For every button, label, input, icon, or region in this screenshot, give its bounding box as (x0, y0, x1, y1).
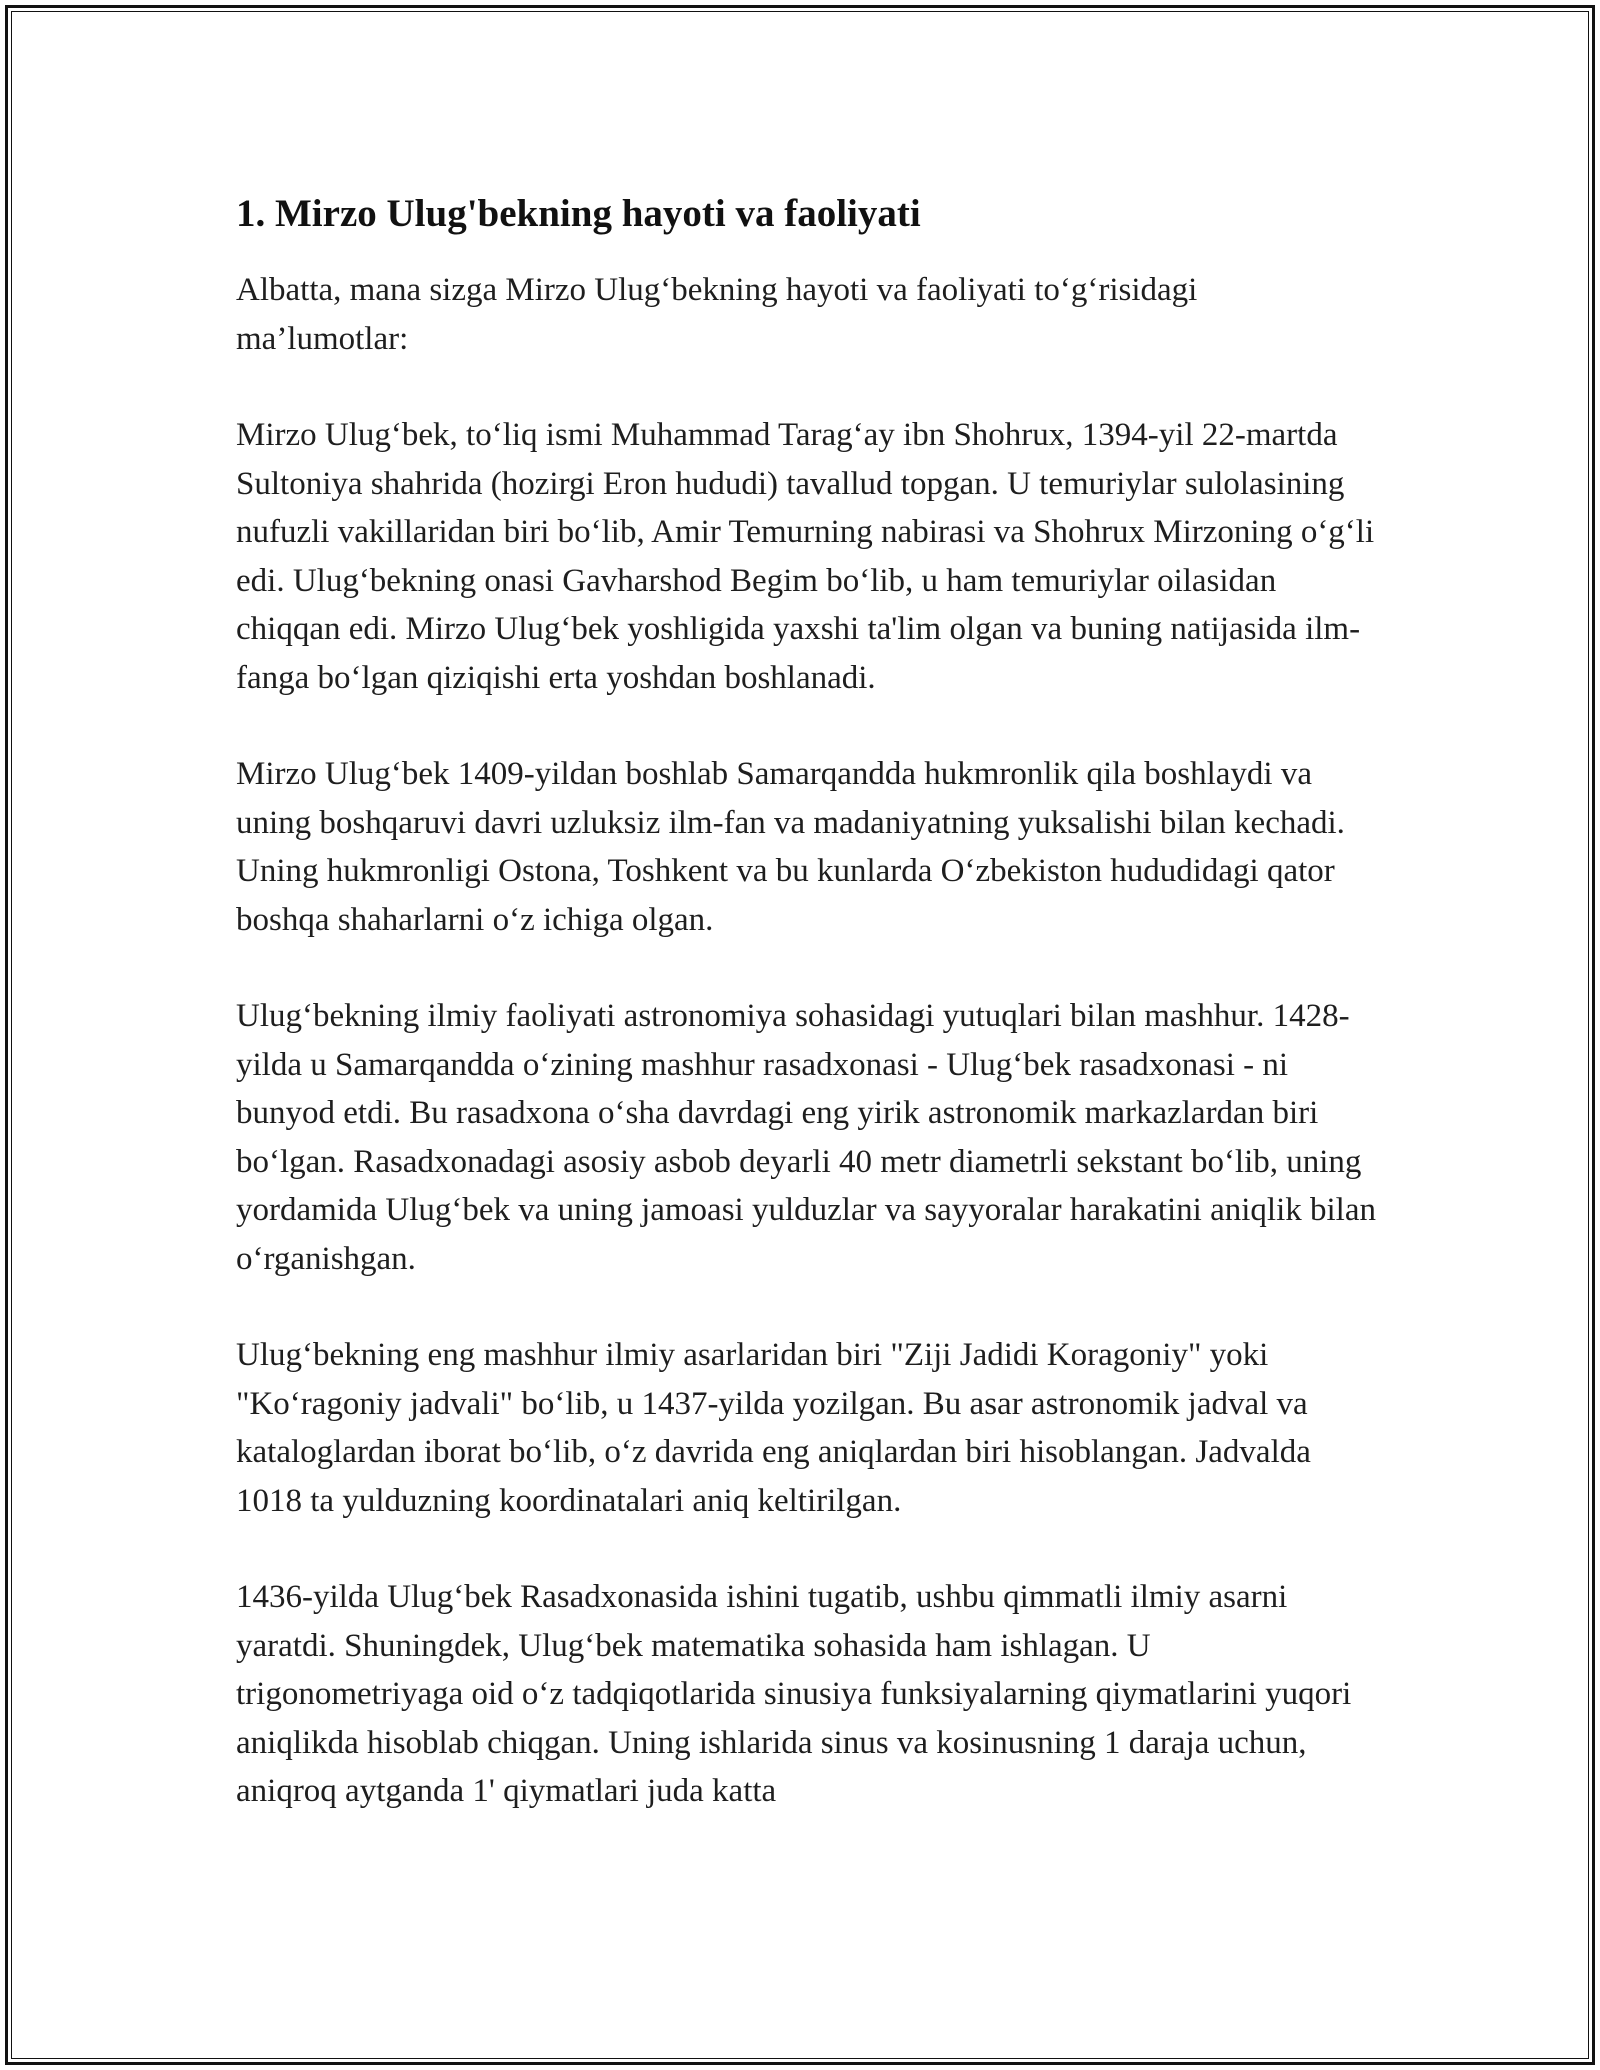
paragraph-zij: Ulug‘bekning eng mashhur ilmiy asarlaridan biri "Ziji Jadidi Koragoniy" yoki "Ko‘ragoniy jadvali" bo‘lib, u 1437-yilda yozilgan. Bu asar astronomik jadval va kataloglardan iborat bo‘lib, o‘z davrida eng aniqlardan biri hisoblangan. Jadvalda 1018 ta yulduzning koordinatalari aniq keltirilgan. (236, 1337, 1311, 1519)
paragraph-biography: Mirzo Ulug‘bek, to‘liq ismi Muhammad Tarag‘ay ibn Shohrux, 1394-yil 22-martda Sultoniya shahrida (hozirgi Eron hududi) tavallud topgan. U temuriylar sulolasining nufuzli vakillaridan biri bo‘lib, Amir Temurning nabirasi va Shohrux Mirzoning o‘g‘li edi. Ulug‘bekning onasi Gavharshod Begim bo‘lib, u ham temuriylar oilasidan chiqqan edi. Mirzo Ulug‘bek yoshligida yaxshi ta'lim olgan va buning natijasida ilm-fanga bo‘lgan qiziqishi erta yoshdan boshlanadi. (236, 417, 1375, 696)
paragraph-mathematics: 1436-yilda Ulug‘bek Rasadxonasida ishini tugatib, ushbu qimmatli ilmiy asarni yaratdi. Shuningdek, Ulug‘bek matematika sohasida ham ishlagan. U trigonometriyaga oid o‘z tadqiqotlarida sinusiya funksiyalarning qiymatlarini yuqori aniqlikda hisoblab chiqgan. Uning ishlarida sinus va kosinusning 1 daraja uchun, aniqroq aytganda 1' qiymatlari juda katta (236, 1579, 1352, 1809)
section-heading: 1. Mirzo Ulug'bekning hayoti va faoliyati (236, 192, 921, 235)
paragraph-astronomy: Ulug‘bekning ilmiy faoliyati astronomiya sohasidagi yutuqlari bilan mashhur. 1428-yilda u Samarqandda o‘zining mashhur rasadxonasi - Ulug‘bek rasadxonasi - ni bunyod etdi. Bu rasadxona o‘sha davrdagi eng yirik astronomik markazlardan biri bo‘lgan. Rasadxonadagi asosiy asbob deyarli 40 metr diametrli sekstant bo‘lib, uning yordamida Ulug‘bek va uning jamoasi yulduzlar va sayyoralar harakatini aniqlik bilan o‘rganishgan. (236, 998, 1376, 1277)
paragraph-intro: Albatta, mana sizga Mirzo Ulug‘bekning hayoti va faoliyati to‘g‘risidagi ma’lumotlar: (236, 272, 1198, 357)
document-body (236, 184, 1376, 1864)
paragraph-reign: Mirzo Ulug‘bek 1409-yildan boshlab Samarqandda hukmronlik qila boshlaydi va uning boshqaruvi davri uzluksiz ilm-fan va madaniyatning yuksalishi bilan kechadi. Uning hukmronligi Ostona, Toshkent va bu kunlarda O‘zbekiston hududidagi qator boshqa shaharlarni o‘z ichiga olgan. (236, 756, 1345, 938)
